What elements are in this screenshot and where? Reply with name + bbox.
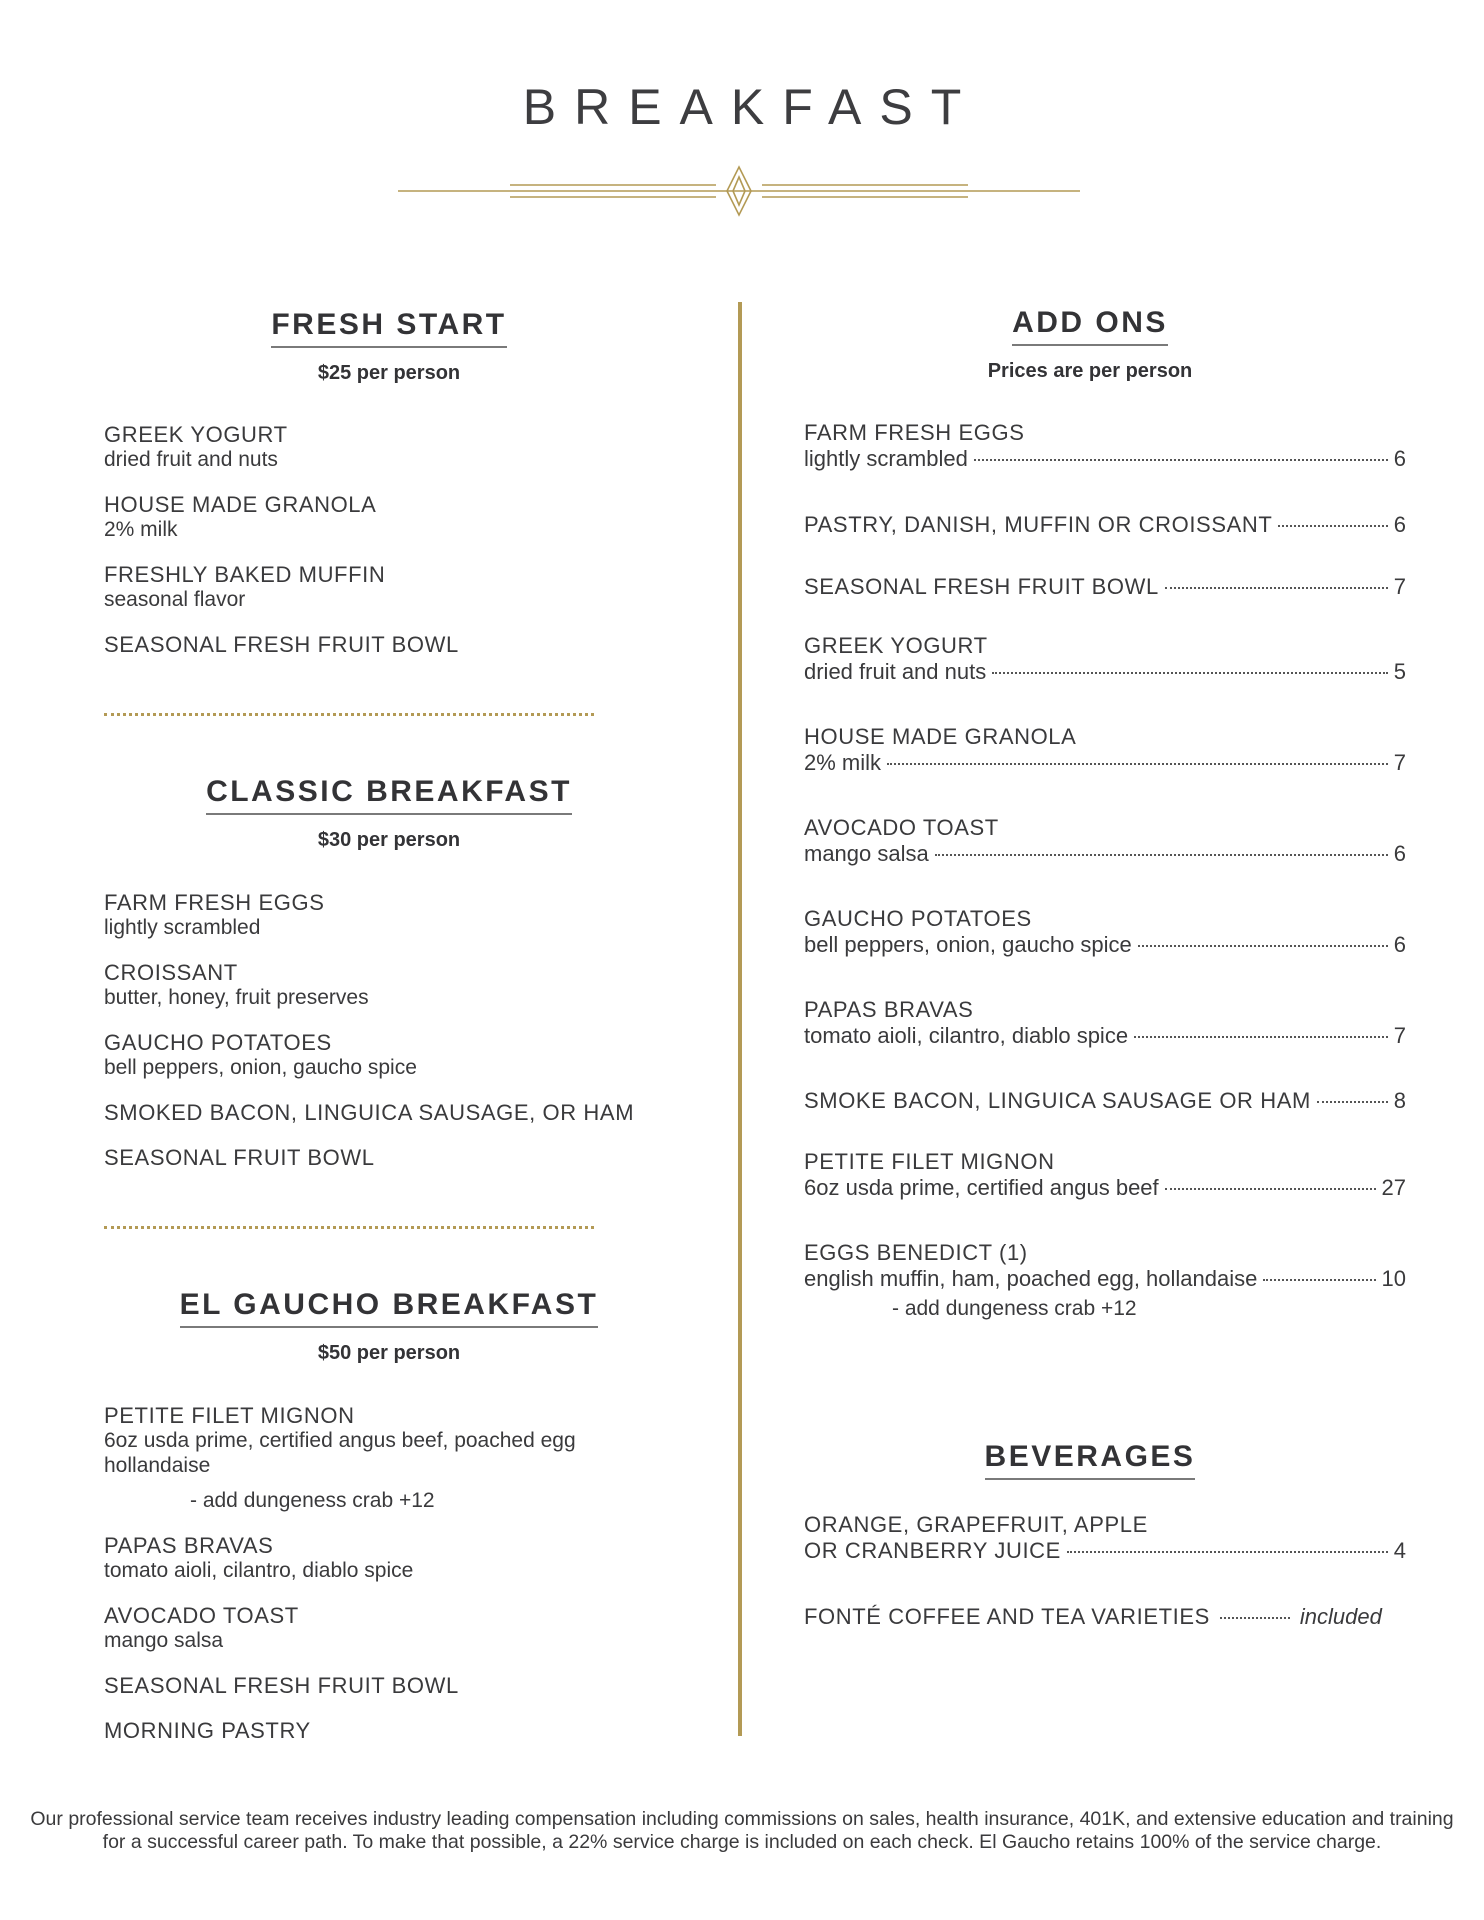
price: 8: [1393, 1088, 1406, 1113]
gold-ornament-divider: [398, 165, 1080, 217]
fresh-start-list: [104, 422, 664, 657]
section-price-fresh-start: $25 per person: [317, 362, 461, 384]
addon-item: PAPAS BRAVAS tomato aioli, cilantro, diablo spice 7: [804, 997, 1406, 1048]
addon-item: HOUSE MADE GRANOLA 2% milk 7: [804, 724, 1406, 775]
list-item: SEASONAL FRESH FRUIT BOWL: [104, 1673, 459, 1698]
list-item: SMOKED BACON, LINGUICA SAUSAGE, OR HAM: [104, 1100, 635, 1125]
price: 7: [1393, 750, 1406, 775]
list-item: PAPAS BRAVAS tomato aioli, cilantro, diablo spice: [104, 1533, 414, 1582]
list-item: SEASONAL FRUIT BOWL: [104, 1145, 375, 1170]
section-subtitle-add-ons: Prices are per person: [987, 360, 1193, 382]
list-item: MORNING PASTRY: [104, 1718, 311, 1743]
list-item: CROISSANT butter, honey, fruit preserves: [104, 960, 369, 1009]
footer-service-charge-note: Our professional service team receives industry leading compensation including commissions on sales, health insurance, 401K, and extensive education and training for a successful career path. To make that possible, a 22% service charge is included on each check. El Gaucho retains 100% of the service charge.: [30, 1808, 1454, 1853]
section-separator: [104, 713, 594, 716]
price: 7: [1393, 574, 1406, 599]
section-title-el-gaucho-breakfast: EL GAUCHO BREAKFAST: [104, 1288, 674, 1328]
price: 6: [1393, 841, 1406, 866]
price: 10: [1381, 1266, 1406, 1291]
addon-item: SEASONAL FRESH FRUIT BOWL 7: [804, 574, 1406, 599]
section-title-classic-breakfast: CLASSIC BREAKFAST: [104, 775, 674, 815]
el-gaucho-list: [104, 1403, 664, 1743]
price: 7: [1393, 1023, 1406, 1048]
addon-item: FARM FRESH EGGS lightly scrambled 6: [804, 420, 1406, 471]
list-item: HOUSE MADE GRANOLA 2% milk: [104, 492, 377, 541]
price: 4: [1393, 1538, 1406, 1563]
column-divider: [738, 302, 742, 1736]
list-item: SEASONAL FRESH FRUIT BOWL: [104, 632, 459, 657]
price: 6: [1393, 446, 1406, 471]
list-item: PETITE FILET MIGNON 6oz usda prime, certified angus beef, poached egg hollandaise - add dungeness crab +12: [104, 1403, 576, 1512]
section-title-add-ons: ADD ONS: [800, 306, 1380, 346]
section-title-beverages: BEVERAGES: [800, 1440, 1380, 1480]
list-item: FRESHLY BAKED MUFFIN seasonal flavor: [104, 562, 386, 611]
addon-item: PASTRY, DANISH, MUFFIN OR CROISSANT 6: [804, 512, 1406, 537]
section-title-fresh-start: FRESH START: [104, 308, 674, 348]
price: 6: [1393, 932, 1406, 957]
beverage-item: FONTÉ COFFEE AND TEA VARIETIES included: [804, 1604, 1382, 1629]
price: 6: [1393, 512, 1406, 537]
list-item: GREEK YOGURT dried fruit and nuts: [104, 422, 288, 471]
price: 27: [1381, 1175, 1406, 1200]
addon-item: GREEK YOGURT dried fruit and nuts 5: [804, 633, 1406, 684]
section-price-classic-breakfast: $30 per person: [317, 829, 461, 851]
addon-item: SMOKE BACON, LINGUICA SAUSAGE OR HAM 8: [804, 1088, 1406, 1113]
list-item: GAUCHO POTATOES bell peppers, onion, gaucho spice: [104, 1030, 417, 1079]
list-item: AVOCADO TOAST mango salsa: [104, 1603, 299, 1652]
classic-breakfast-list: [104, 890, 664, 1170]
list-item: FARM FRESH EGGS lightly scrambled: [104, 890, 325, 939]
addon-item: PETITE FILET MIGNON 6oz usda prime, certified angus beef 27: [804, 1149, 1406, 1200]
addon-item: AVOCADO TOAST mango salsa 6: [804, 815, 1406, 866]
price: included: [1299, 1604, 1382, 1629]
beverage-item: ORANGE, GRAPEFRUIT, APPLE OR CRANBERRY JUICE 4: [804, 1512, 1406, 1563]
addon-item: EGGS BENEDICT (1) english muffin, ham, poached egg, hollandaise 10 - add dungeness crab +12: [804, 1240, 1406, 1320]
page-title: BREAKFAST: [522, 79, 980, 135]
section-price-el-gaucho-breakfast: $50 per person: [317, 1342, 461, 1364]
addon-item: GAUCHO POTATOES bell peppers, onion, gaucho spice 6: [804, 906, 1406, 957]
section-separator: [104, 1226, 594, 1229]
price: 5: [1393, 659, 1406, 684]
